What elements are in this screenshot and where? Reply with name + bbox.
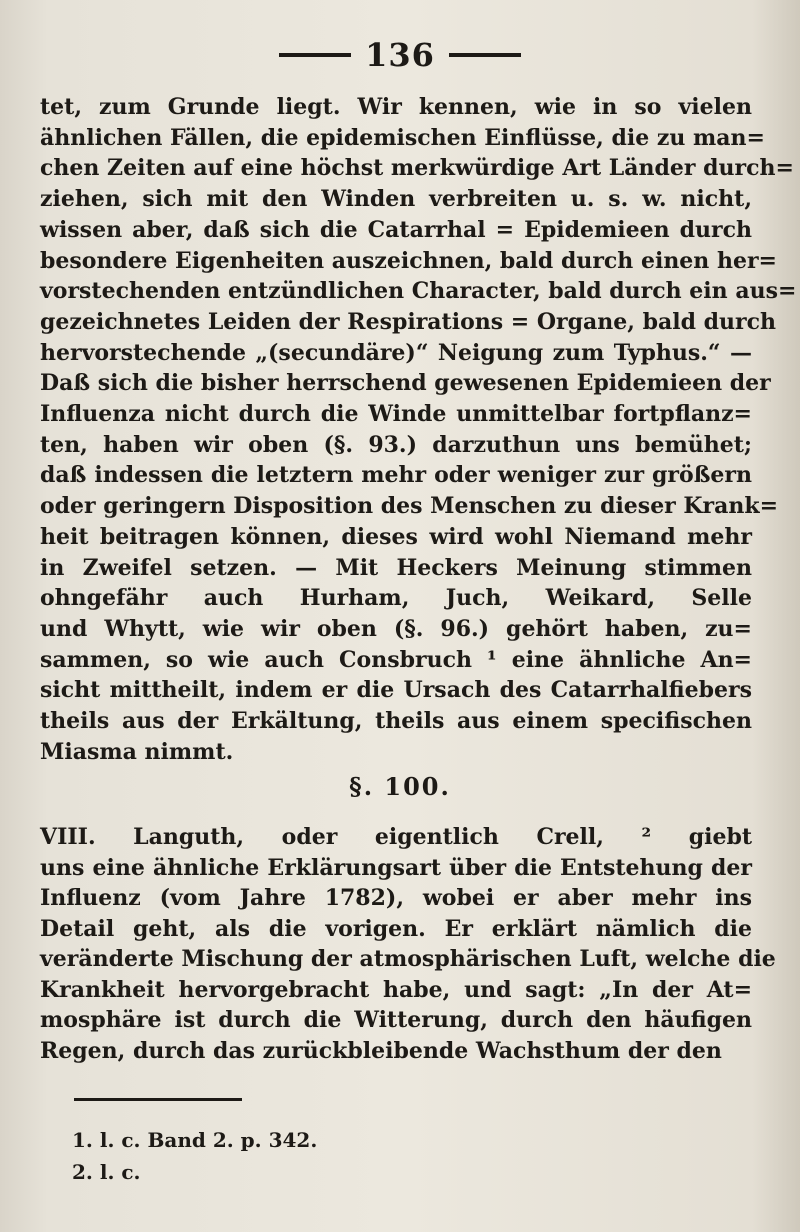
section-heading: §. 100. [349,772,451,801]
text-line: sammen, so wie auch Consbruch ¹ eine ähnliche An= [40,646,752,673]
text-line: sicht mittheilt, indem er die Ursach des Catarrhalfiebers [40,677,752,704]
text-line: besondere Eigenheiten auszeichnen, bald durch einen her= [40,247,777,274]
text-line: heit beitragen können, dieses wird wohl Niemand mehr [40,523,752,550]
text-line: chen Zeiten auf eine höchst merkwürdige Art Länder durch= [40,155,794,182]
body-paragraph [40,92,797,767]
text-line: hervorstechende „(secundäre)“ Neigung zum Typhus.“ — [40,339,752,366]
text-line: VIII. Languth, oder eigentlich Crell, ² giebt [40,824,752,850]
text-line: und Whytt, wie wir oben (§. 96.) gehört haben, zu= [40,615,752,642]
text-line: Miasma nimmt. [40,738,234,765]
footnote-rule [74,1098,242,1101]
text-line: in Zweifel setzen. — Mit Heckers Meinung stimmen [40,554,752,581]
section-paragraph [40,822,776,1066]
page-header [0,36,800,74]
page-number: 136 [365,36,435,74]
header-rule-right [449,53,521,57]
text-line: tet, zum Grunde liegt. Wir kennen, wie in so vielen [40,94,752,120]
text-line: Regen, durch das zurückbleibende Wachsthum der den [40,1037,722,1064]
text-line: theils aus der Erkältung, theils aus einem specifischen [40,708,752,735]
text-line: veränderte Mischung der atmosphärischen Luft, welche die [40,946,776,972]
text-line: mosphäre ist durch die Witterung, durch den häufigen [40,1007,752,1033]
text-line: ten, haben wir oben (§. 93.) darzuthun uns bemühet; [40,431,752,458]
text-line: Krankheit hervorgebracht habe, und sagt: „In der At= [40,976,752,1003]
text-line: ähnlichen Fällen, die epidemischen Einflüsse, die zu man= [40,124,765,151]
text-line: uns eine ähnliche Erklärungsart über die Entstehung der [40,854,752,881]
footnote-1: 1. l. c. Band 2. p. 342. [72,1128,318,1152]
footnotes [72,1124,472,1188]
text-line: Influenz (vom Jahre 1782), wobei er aber mehr ins [40,885,752,911]
text-line: wissen aber, daß sich die Catarrhal = Epidemieen durch [40,216,752,243]
text-line: Influenza nicht durch die Winde unmittelbar fortpflanz= [40,401,752,428]
footnote-2: 2. l. c. [72,1160,141,1184]
text-line: ohngefähr auch Hurham, Juch, Weikard, Selle [40,585,752,612]
text-line: vorstechenden entzündlichen Character, bald durch ein aus= [40,278,797,305]
text-line: daß indessen die letztern mehr oder weniger zur größern [40,462,752,489]
header-rule-left [279,53,351,57]
text-line: gezeichnetes Leiden der Respirations = Organe, bald durch [40,308,776,335]
text-line: Detail geht, als die vorigen. Er erklärt nämlich die [40,915,752,942]
text-line: Daß sich die bisher herrschend gewesenen Epidemieen der [40,370,771,397]
text-line: ziehen, sich mit den Winden verbreiten u. s. w. nicht, [40,186,752,213]
text-line: oder geringern Disposition des Menschen zu dieser Krank= [40,493,779,520]
